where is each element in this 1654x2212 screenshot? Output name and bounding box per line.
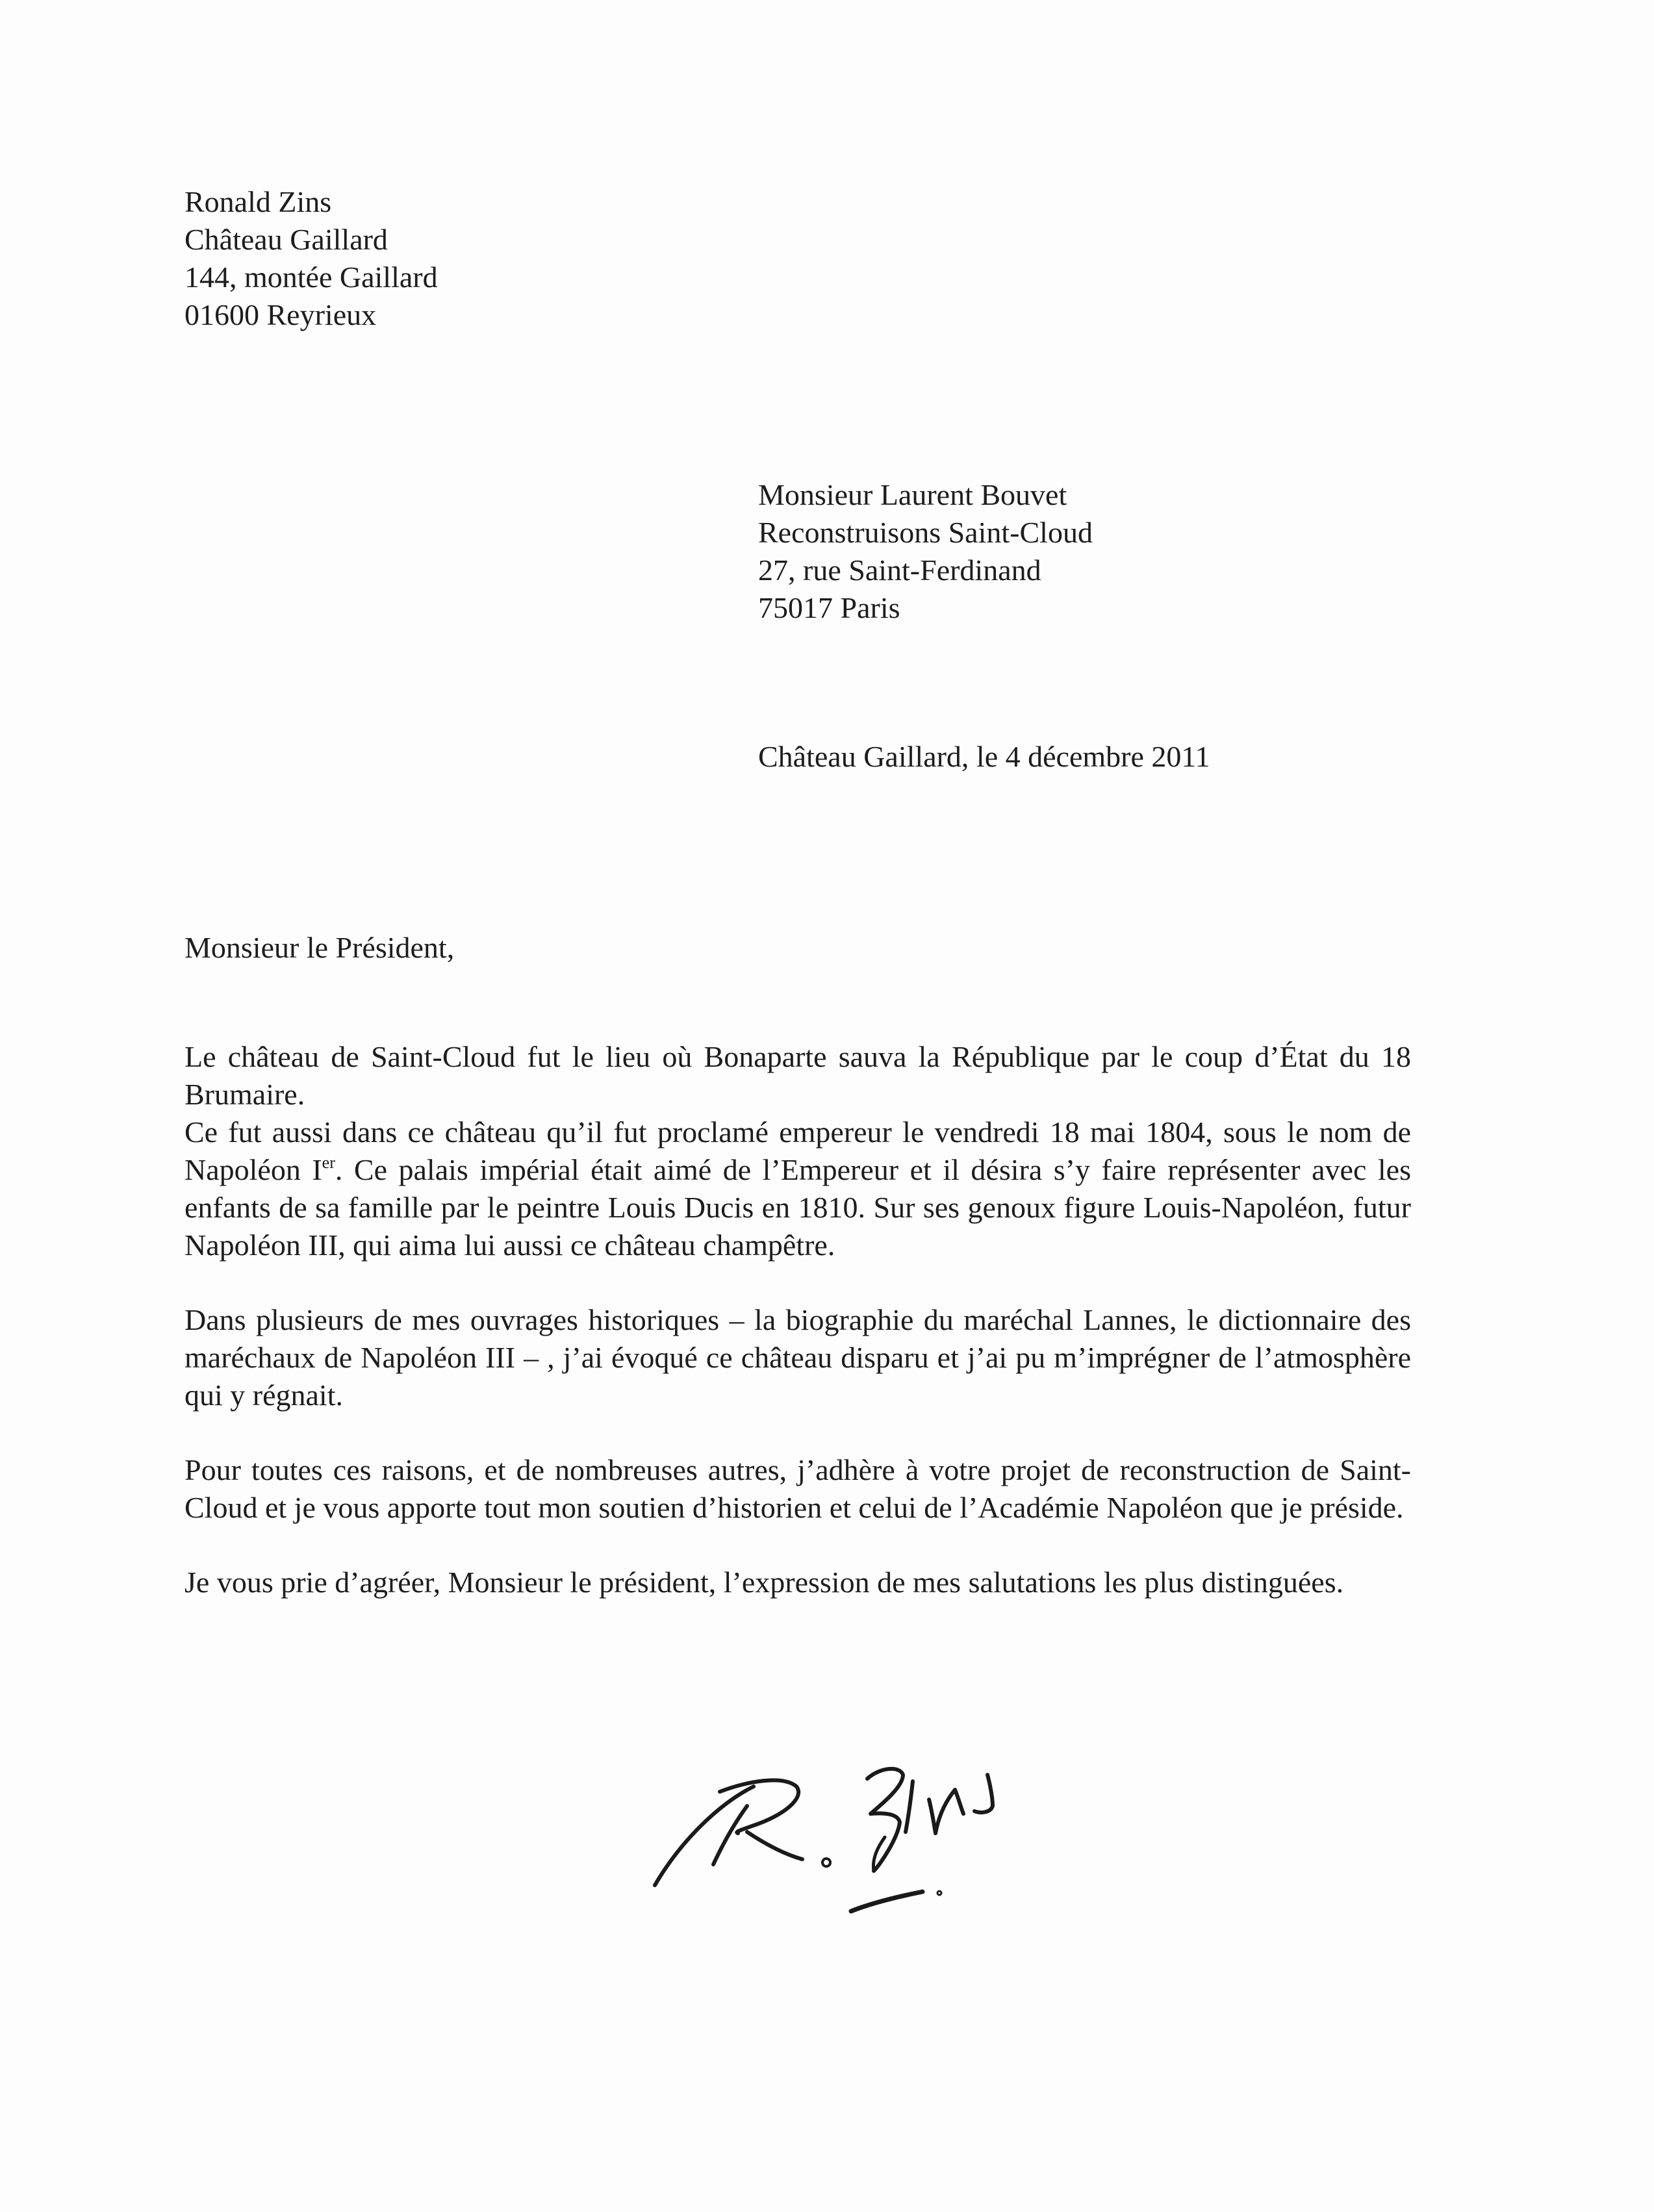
- superscript: er: [322, 1153, 335, 1172]
- handwritten-signature: [643, 1741, 1059, 1936]
- sender-address: [184, 183, 438, 334]
- paragraph: Le château de Saint-Cloud fut le lieu où Bonaparte sauva la République par le coup d’État du 18 Brumaire.: [184, 1040, 1411, 1111]
- paragraph-text: . Ce palais impérial était aimé de l’Empereur et il désira s’y faire représenter avec les enfants de sa famille par le peintre Louis Ducis en 1810. Sur ses genoux figure Louis-Napoléon, futur Napoléon III, qui aima lui aussi ce château champêtre.: [184, 1153, 1411, 1262]
- recipient-street: 27, rue Saint-Ferdinand: [758, 553, 1041, 587]
- sender-name: Ronald Zins: [184, 185, 332, 218]
- paragraph-text: Ce fut aussi dans ce château qu’il fut proclamé empereur le vendredi 18 mai 1804, sous le nom de Napoléon I: [184, 1115, 1411, 1186]
- sender-address-line: 01600 Reyrieux: [184, 298, 377, 331]
- letter-body: [184, 1038, 1411, 1638]
- place-and-date: Château Gaillard, le 4 décembre 2011: [758, 740, 1210, 773]
- paragraph: [184, 1113, 1411, 1264]
- recipient-organization: Reconstruisons Saint-Cloud: [758, 516, 1093, 549]
- paragraph: Pour toutes ces raisons, et de nombreuses autres, j’adhère à votre projet de reconstruction de Saint-Cloud et je vous apporte tout mon soutien d’historien et celui de l’Académie Napoléon que je préside.: [184, 1453, 1411, 1524]
- paragraph: Dans plusieurs de mes ouvrages historiques – la biographie du maréchal Lannes, le dictionnaire des maréchaux de Napoléon III – , j’ai évoqué ce château disparu et j’ai pu m’imprégner de l’atmosphère qui y régnait.: [184, 1303, 1411, 1412]
- salutation: Monsieur le Président,: [184, 931, 455, 964]
- paragraph: Je vous prie d’agréer, Monsieur le président, l’expression de mes salutations les plus distinguées.: [184, 1566, 1344, 1599]
- recipient-address: [758, 476, 1093, 627]
- recipient-city: 75017 Paris: [758, 591, 900, 624]
- sender-address-line: Château Gaillard: [184, 223, 388, 256]
- sender-address-line: 144, montée Gaillard: [184, 261, 438, 294]
- recipient-name: Monsieur Laurent Bouvet: [758, 478, 1067, 511]
